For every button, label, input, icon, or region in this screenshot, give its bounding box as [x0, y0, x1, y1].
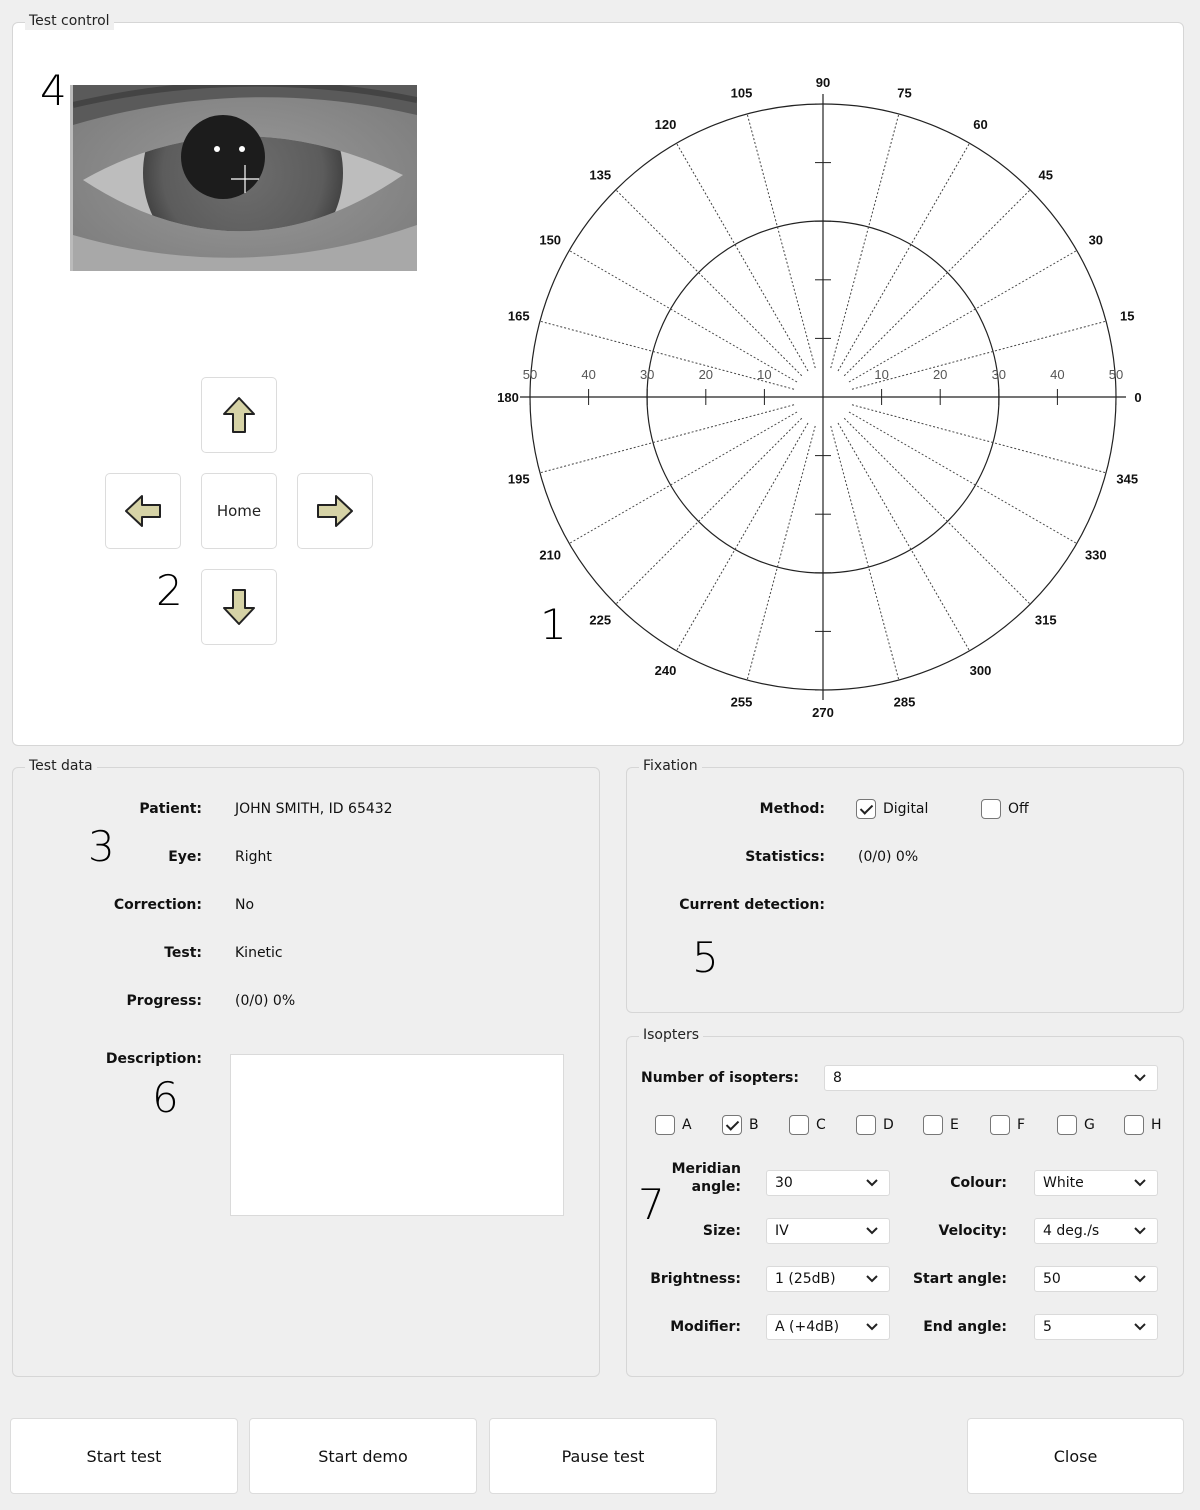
meridian-345 [852, 405, 1106, 473]
method-off-option[interactable] [981, 799, 1029, 819]
angle-label-135: 135 [589, 167, 612, 183]
isopter-f-checkbox[interactable] [990, 1115, 1010, 1135]
angle-label-120: 120 [654, 117, 677, 133]
radial-tick-label-9: 50 [1108, 367, 1124, 382]
radial-tick-label-3: 20 [698, 367, 714, 382]
radial-tick-label-7: 30 [991, 367, 1007, 382]
eye-value: Right [235, 849, 272, 865]
isopter-e-label: E [950, 1117, 959, 1133]
velocity-label: Velocity: [938, 1223, 1007, 1239]
isopter-a-checkbox[interactable] [655, 1115, 675, 1135]
modifier-value: A (+4dB) [775, 1319, 840, 1335]
angle-label-60: 60 [973, 117, 988, 133]
method-off-checkbox[interactable] [981, 799, 1001, 819]
meridian-315 [844, 418, 1030, 604]
isopter-g-checkbox[interactable] [1057, 1115, 1077, 1135]
brightness-label: Brightness: [650, 1271, 741, 1287]
angle-label-180: 180 [497, 390, 519, 405]
patient-label: Patient: [139, 801, 202, 817]
arrow-left-icon [124, 494, 162, 528]
radial-tick-label-4: 10 [757, 367, 772, 382]
meridian-135 [616, 190, 802, 376]
angle-label-345: 345 [1116, 471, 1139, 487]
chevron-down-icon [1133, 1223, 1147, 1237]
angle-label-240: 240 [654, 662, 677, 678]
start-demo-button[interactable] [249, 1418, 477, 1494]
test-data-legend: Test data [25, 757, 97, 775]
radial-tick-label-2: 30 [639, 367, 655, 382]
isopter-e-checkbox[interactable] [923, 1115, 943, 1135]
number-of-isopters-select[interactable] [824, 1065, 1158, 1091]
angle-label-75: 75 [897, 85, 912, 101]
angle-label-285: 285 [893, 694, 916, 710]
isopter-h-checkbox[interactable] [1124, 1115, 1144, 1135]
test-value: Kinetic [235, 945, 283, 961]
isopter-h-label: H [1151, 1117, 1162, 1133]
annotation-3: 3 [88, 822, 115, 871]
isopter-d-option[interactable] [856, 1115, 894, 1135]
meridian-45 [844, 190, 1030, 376]
close-label: Close [1053, 1446, 1098, 1466]
meridian-300 [838, 423, 970, 651]
move-left-button[interactable] [105, 473, 181, 549]
chevron-down-icon [865, 1319, 879, 1333]
angle-label-270: 270 [812, 705, 834, 720]
size-value: IV [775, 1223, 789, 1239]
angle-label-90: 90 [815, 75, 831, 90]
isopter-b-option[interactable] [722, 1115, 759, 1135]
isopter-c-option[interactable] [789, 1115, 826, 1135]
meridian-150 [569, 251, 797, 383]
description-label: Description: [105, 1051, 202, 1067]
angle-label-330: 330 [1084, 547, 1107, 563]
chevron-down-icon [865, 1175, 879, 1189]
statistics-value: (0/0) 0% [858, 849, 919, 865]
start-demo-label: Start demo [318, 1446, 408, 1466]
isopter-c-label: C [816, 1117, 826, 1133]
annotation-1: 1 [540, 600, 567, 649]
radial-tick-label-6: 20 [932, 367, 948, 382]
end-angle-select[interactable] [1034, 1314, 1158, 1340]
meridian-angle-label-line1: Meridian [671, 1161, 741, 1177]
eye-label: Eye: [168, 849, 202, 865]
meridian-255 [747, 426, 815, 680]
chevron-down-icon [1133, 1175, 1147, 1189]
velocity-select[interactable] [1034, 1218, 1158, 1244]
fixation-legend: Fixation [639, 757, 702, 775]
brightness-select[interactable] [766, 1266, 890, 1292]
number-of-isopters-value: 8 [833, 1070, 842, 1086]
isopter-f-option[interactable] [990, 1115, 1025, 1135]
radial-tick-label-0: 50 [522, 367, 538, 382]
angle-label-195: 195 [507, 471, 530, 487]
move-right-button[interactable] [297, 473, 373, 549]
radial-tick-label-5: 10 [874, 367, 889, 382]
isopter-d-checkbox[interactable] [856, 1115, 876, 1135]
isopter-e-option[interactable] [923, 1115, 959, 1135]
angle-label-255: 255 [730, 694, 753, 710]
start-angle-value: 50 [1043, 1271, 1061, 1287]
end-angle-value: 5 [1043, 1319, 1052, 1335]
method-digital-checkbox[interactable] [856, 799, 876, 819]
meridian-285 [831, 426, 899, 680]
isopter-b-checkbox[interactable] [722, 1115, 742, 1135]
annotation-6: 6 [152, 1073, 179, 1122]
chevron-down-icon [865, 1271, 879, 1285]
start-test-button[interactable] [10, 1418, 238, 1494]
angle-label-105: 105 [730, 85, 753, 101]
arrow-down-icon [222, 588, 256, 626]
angle-label-30: 30 [1088, 232, 1104, 248]
angle-label-300: 300 [969, 662, 992, 678]
brightness-value: 1 (25dB) [775, 1271, 836, 1287]
meridian-195 [540, 405, 794, 473]
meridian-225 [616, 418, 802, 604]
meridian-120 [677, 143, 809, 371]
angle-label-225: 225 [589, 612, 612, 628]
arrow-right-icon [316, 494, 354, 528]
angle-label-165: 165 [507, 308, 530, 324]
chevron-down-icon [1133, 1319, 1147, 1333]
home-button-label: Home [216, 502, 262, 520]
modifier-select[interactable] [766, 1314, 890, 1340]
meridian-75 [831, 114, 899, 368]
chevron-down-icon [865, 1223, 879, 1237]
chevron-down-icon [1133, 1070, 1147, 1084]
isopter-h-option[interactable] [1124, 1115, 1162, 1135]
method-off-label: Off [1008, 801, 1029, 817]
description-textarea[interactable] [230, 1054, 564, 1216]
isopter-g-option[interactable] [1057, 1115, 1095, 1135]
annotation-7: 7 [638, 1180, 665, 1229]
start-angle-select[interactable] [1034, 1266, 1158, 1292]
velocity-value: 4 deg./s [1043, 1223, 1100, 1239]
pause-test-button[interactable] [489, 1418, 717, 1494]
method-digital-option[interactable] [856, 799, 928, 819]
annotation-2: 2 [156, 566, 183, 615]
current-detection-label: Current detection: [679, 897, 825, 913]
meridian-165 [540, 321, 794, 389]
pause-test-label: Pause test [561, 1446, 645, 1466]
test-label: Test: [164, 945, 202, 961]
progress-value: (0/0) 0% [235, 993, 296, 1009]
meridian-angle-select[interactable] [766, 1170, 890, 1196]
isopter-b-label: B [749, 1117, 759, 1133]
arrow-up-icon [222, 396, 256, 434]
chevron-down-icon [1133, 1271, 1147, 1285]
modifier-label: Modifier: [670, 1319, 741, 1335]
meridian-15 [852, 321, 1106, 389]
meridian-210 [569, 412, 797, 544]
isopter-a-label: A [682, 1117, 692, 1133]
progress-label: Progress: [126, 993, 202, 1009]
size-label: Size: [702, 1223, 741, 1239]
annotation-4: 4 [40, 66, 67, 115]
annotation-5: 5 [692, 933, 719, 982]
end-angle-label: End angle: [923, 1319, 1007, 1335]
move-down-button[interactable] [201, 569, 277, 645]
isopters-legend: Isopters [639, 1026, 703, 1044]
angle-label-0: 0 [1134, 390, 1142, 405]
angle-label-45: 45 [1038, 167, 1053, 183]
meridian-60 [838, 143, 970, 371]
eye-camera-image [70, 85, 414, 271]
correction-value: No [235, 897, 255, 913]
radial-tick-label-8: 40 [1050, 367, 1065, 382]
meridian-angle-value: 30 [775, 1175, 793, 1191]
isopter-g-label: G [1084, 1117, 1095, 1133]
isopter-f-label: F [1017, 1117, 1026, 1133]
meridian-angle-label-line2: angle: [691, 1179, 741, 1195]
isopter-d-label: D [883, 1117, 894, 1133]
angle-label-15: 15 [1120, 308, 1135, 324]
isopter-c-checkbox[interactable] [789, 1115, 809, 1135]
method-digital-label: Digital [883, 801, 929, 817]
angle-label-315: 315 [1034, 612, 1057, 628]
angle-label-150: 150 [539, 232, 562, 248]
patient-value: JOHN SMITH, ID 65432 [235, 801, 393, 817]
meridian-30 [849, 251, 1077, 383]
radial-tick-label-1: 40 [581, 367, 596, 382]
statistics-label: Statistics: [745, 849, 825, 865]
correction-label: Correction: [113, 897, 202, 913]
angle-label-210: 210 [539, 547, 562, 563]
home-button[interactable] [201, 473, 277, 549]
meridian-330 [849, 412, 1077, 544]
start-test-label: Start test [86, 1446, 162, 1466]
start-angle-label: Start angle: [912, 1271, 1007, 1287]
number-of-isopters-label: Number of isopters: [641, 1070, 799, 1086]
visual-field-polar-chart[interactable] [480, 62, 1170, 738]
size-select[interactable] [766, 1218, 890, 1244]
colour-select[interactable] [1034, 1170, 1158, 1196]
test-control-legend: Test control [25, 12, 114, 30]
close-button[interactable] [967, 1418, 1184, 1494]
colour-label: Colour: [950, 1175, 1007, 1191]
colour-value: White [1043, 1175, 1084, 1191]
method-label: Method: [759, 801, 825, 817]
isopter-a-option[interactable] [655, 1115, 692, 1135]
meridian-105 [747, 114, 815, 368]
move-up-button[interactable] [201, 377, 277, 453]
meridian-240 [677, 423, 809, 651]
